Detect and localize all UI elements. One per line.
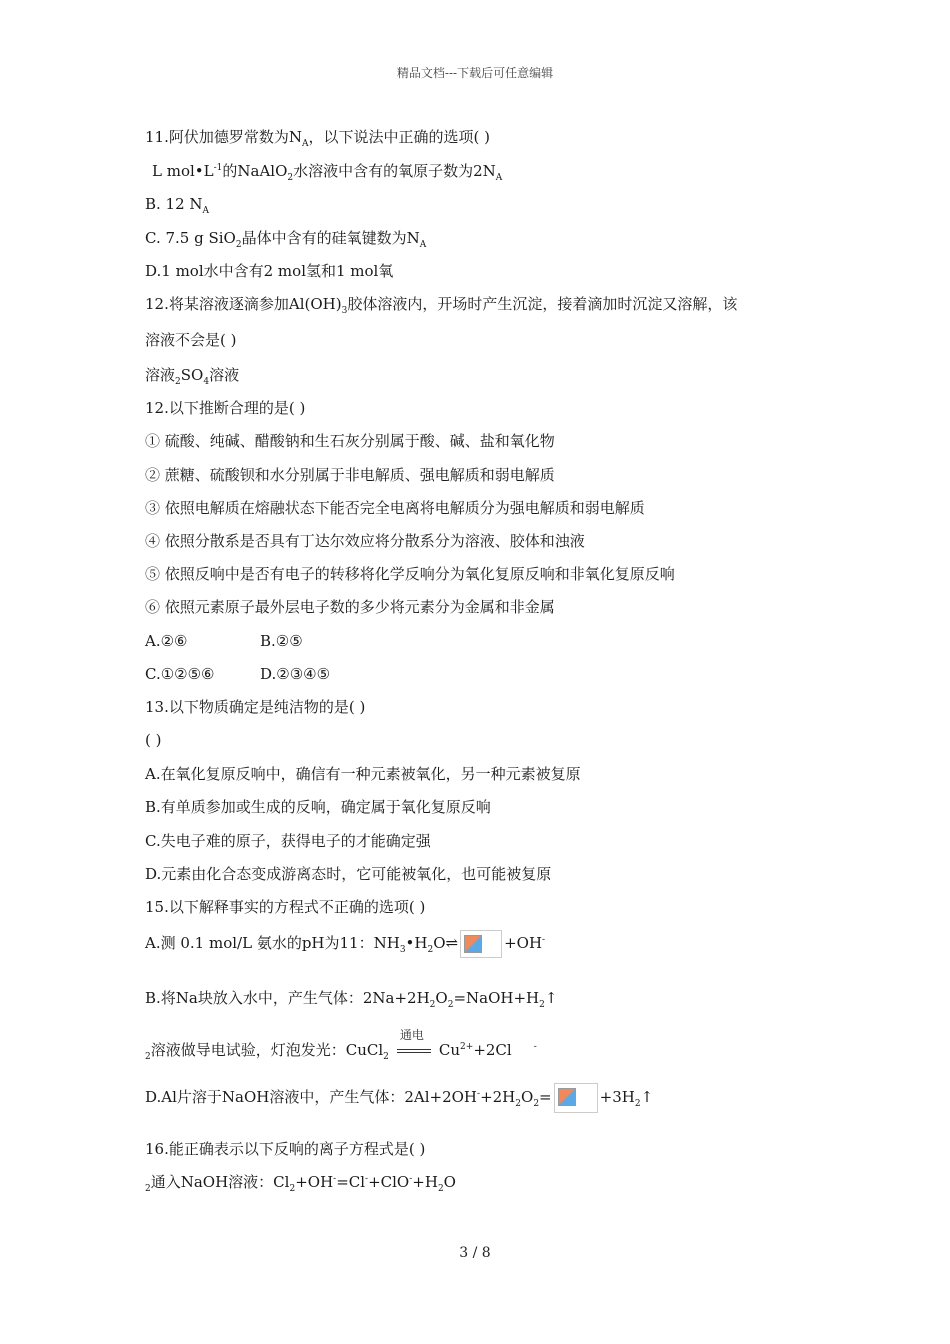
- q11-option-d: D.1 mol水中含有2 mol氢和1 mol氧: [145, 262, 394, 280]
- q15-c-rest: +2Cl: [473, 1041, 512, 1059]
- q15-a-pre: A.测 0.1 mol/L 氨水的pH为11：NH: [145, 934, 400, 952]
- q16-a-mid3: +ClO: [368, 1173, 410, 1191]
- q15-d-pre: D.Al片溶于NaOH溶液中，产生气体：2Al+2OH: [145, 1088, 478, 1106]
- q13-option-c: C.失电子难的原子，获得电子的才能确定强: [145, 832, 431, 850]
- q15-d-sup: -: [477, 1089, 481, 1099]
- q11-stem-sub: A: [301, 139, 309, 149]
- q16-a-sub0: 2: [145, 1184, 151, 1194]
- image-placeholder-icon: [558, 1088, 576, 1106]
- q11-c-pre: C. 7.5 g SiO: [145, 229, 236, 247]
- broken-image-icon: [460, 930, 502, 958]
- q12b-option-d: D.②③④⑤: [260, 665, 331, 683]
- q15-b-rest: =NaOH+H: [453, 989, 540, 1007]
- q11-a-pre: L mol•L: [152, 162, 214, 180]
- gas-up-arrow-icon: ↑: [640, 1088, 654, 1106]
- q16-a-rest: O: [443, 1173, 456, 1191]
- q15-a-rest: +OH: [504, 934, 543, 952]
- q12a-stem-pre: 12.将某溶液逐滴参加Al(OH): [145, 295, 342, 313]
- q11-a-sub: 2: [287, 173, 294, 183]
- q11-option-c: [145, 228, 426, 248]
- q15-d-sub3: 2: [634, 1099, 641, 1109]
- q15-c-tail: -: [533, 1042, 537, 1052]
- q15-a-mid: •H: [405, 934, 428, 952]
- q16-a-mid4: +H: [412, 1173, 438, 1191]
- q11-c-rest: 晶体中含有的硅氧键数为N: [241, 229, 420, 247]
- electrolysis-bar-top: [397, 1049, 431, 1050]
- q11-b-sub: A: [202, 206, 210, 216]
- q16-a-mid2: =Cl: [336, 1173, 366, 1191]
- q16-a-sup2: -: [365, 1174, 369, 1184]
- page-header: 精品文档---下载后可任意编辑: [396, 66, 554, 80]
- q13-option-a: A.在氧化复原反响中，确信有一种元素被氧化，另一种元素被复原: [145, 765, 581, 783]
- q12a-opt-sub2: 4: [203, 377, 210, 387]
- q11-option-b: [145, 194, 209, 214]
- q16-a-sup: -: [333, 1174, 337, 1184]
- q15-c-sub0: 2: [145, 1052, 151, 1062]
- q11-a-rest: 水溶液中含有的氧原子数为2N: [293, 162, 496, 180]
- q12a-stem: [145, 294, 737, 314]
- q16-a-pre: 通入NaOH溶液：Cl: [150, 1173, 290, 1191]
- q11-stem: [145, 127, 490, 147]
- q15-option-b: [145, 988, 557, 1008]
- q12b-option-c: C.①②⑤⑥: [145, 665, 215, 683]
- q15-a-mid2: O⇌: [433, 934, 459, 952]
- q13-paren: ( ): [145, 731, 162, 749]
- q12a-opt-sub: 2: [175, 377, 181, 387]
- q12b-item-2: ② 蔗糖、硫酸钡和水分别属于非电解质、强电解质和弱电解质: [145, 466, 555, 484]
- broken-image-icon: [554, 1083, 598, 1113]
- electrolysis-bar-bottom: [397, 1052, 431, 1053]
- q12b-option-b: B.②⑤: [260, 632, 303, 650]
- q15-b-mid: O: [435, 989, 448, 1007]
- q15-d-sub2: 2: [533, 1099, 540, 1109]
- q15-option-a: [145, 930, 545, 958]
- q15-c-prod: Cu: [438, 1041, 461, 1059]
- q15-c-sup: 2+: [460, 1042, 474, 1052]
- q12a-opt-pre: 溶液: [145, 366, 176, 384]
- q13-stem: 13.以下物质确定是纯洁物的是( ): [145, 698, 366, 716]
- q15-b-pre: B.将Na块放入水中，产生气体：2Na+2H: [145, 989, 430, 1007]
- q12b-item-6: ⑥ 依照元素原子最外层电子数的多少将元素分为金属和非金属: [145, 598, 555, 616]
- electrolysis-arrow-icon: [397, 1028, 431, 1061]
- q15-d-mid: +2H: [480, 1088, 516, 1106]
- image-placeholder-icon: [464, 935, 482, 953]
- q11-a-sup: -1: [213, 163, 223, 173]
- q15-c-pre: 溶液做导电试验，灯泡发光：CuCl: [150, 1041, 384, 1059]
- electrolysis-label: 通电: [399, 1028, 424, 1042]
- q15-a-sub2: 2: [427, 945, 434, 955]
- q16-a-sub2: 2: [437, 1184, 444, 1194]
- q15-c-sub: 2: [383, 1052, 389, 1062]
- q12a-opt-mid: SO: [180, 366, 204, 384]
- q15-option-d: [145, 1083, 653, 1113]
- gas-up-arrow-icon: ↑: [544, 989, 558, 1007]
- q15-a-sup: -: [542, 935, 546, 945]
- q11-a-sub2: A: [495, 173, 503, 183]
- q15-a-sub: 3: [399, 945, 406, 955]
- q11-a-mid: 的NaAlO: [222, 162, 288, 180]
- q11-option-a: [152, 161, 502, 181]
- q16-option-a: [145, 1172, 456, 1192]
- q12b-item-4: ④ 依照分散系是否具有丁达尔效应将分散系分为溶液、胶体和浊液: [145, 532, 585, 550]
- q15-d-mid2: O: [521, 1088, 534, 1106]
- q15-b-sub: 2: [429, 1000, 436, 1010]
- q12a-stem-rest: 胶体溶液内，开场时产生沉淀，接着滴加时沉淀又溶解，该: [347, 295, 738, 313]
- q12b-item-1: ① 硫酸、纯碱、醋酸钠和生石灰分别属于酸、碱、盐和氧化物: [145, 432, 555, 450]
- q16-a-mid: +OH: [295, 1173, 334, 1191]
- q12a-stem-sub: 3: [341, 306, 348, 316]
- q12a-option: [145, 365, 239, 385]
- q12a-opt-rest: 溶液: [209, 366, 240, 384]
- q16-stem: 16.能正确表示以下反响的离子方程式是( ): [145, 1140, 426, 1158]
- q15-stem: 15.以下解释事实的方程式不正确的选项( ): [145, 898, 426, 916]
- q15-d-sub: 2: [515, 1099, 521, 1109]
- q15-option-c: [145, 1028, 537, 1062]
- q12b-stem: 12.以下推断合理的是( ): [145, 399, 306, 417]
- q15-b-sub2: 2: [447, 1000, 454, 1010]
- q11-stem-rest: ，以下说法中正确的选项( ): [308, 128, 490, 146]
- q16-a-sub: 2: [289, 1184, 296, 1194]
- q16-a-sup3: -: [409, 1174, 413, 1184]
- q11-c-sub2: A: [419, 240, 427, 250]
- q12b-option-a: A.②⑥: [145, 632, 188, 650]
- q11-stem-text: 11.阿伏加德罗常数为N: [145, 128, 302, 146]
- q15-b-sub3: 2: [539, 1000, 545, 1010]
- page-number: 3 / 8: [459, 1245, 491, 1261]
- q12a-stem-line2: 溶液不会是( ): [145, 331, 237, 349]
- q13-option-d: D.元素由化合态变成游离态时，它可能被氧化，也可能被复原: [145, 865, 552, 883]
- q12b-item-3: ③ 依照电解质在熔融状态下能否完全电离将电解质分为强电解质和弱电解质: [145, 499, 645, 517]
- q11-b-text: B. 12 N: [145, 195, 203, 213]
- q15-d-rest: +3H: [599, 1088, 635, 1106]
- q11-c-sub: 2: [235, 240, 242, 250]
- q15-d-eq: =: [539, 1088, 552, 1106]
- q12b-item-5: ⑤ 依照反响中是否有电子的转移将化学反响分为氧化复原反响和非氧化复原反响: [145, 565, 675, 583]
- q13-option-b: B.有单质参加或生成的反响，确定属于氧化复原反响: [145, 798, 491, 816]
